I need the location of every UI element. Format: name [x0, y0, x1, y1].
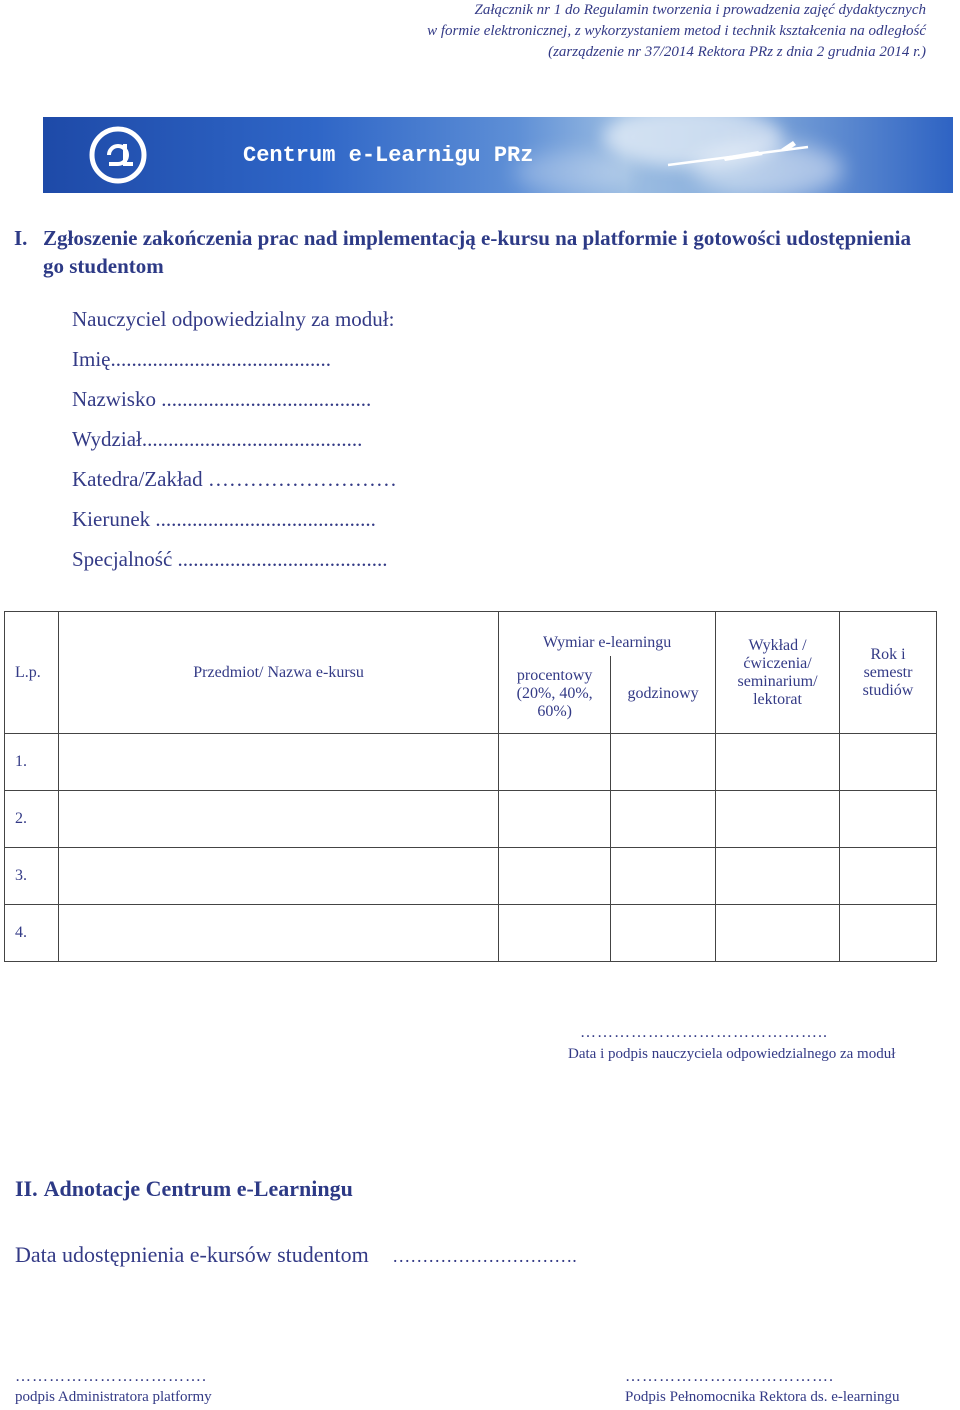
cell-subject[interactable]: [58, 848, 498, 905]
field-specialization[interactable]: Specjalność ........................................: [72, 547, 388, 571]
course-table: [4, 611, 937, 962]
publish-date-label: Data udostępnienia e-kursów studentom: [15, 1242, 369, 1267]
cell-type[interactable]: [716, 791, 840, 848]
cell-hours[interactable]: [611, 905, 716, 962]
cell-hours[interactable]: [611, 791, 716, 848]
header-note-line: Załącznik nr 1 do Regulamin tworzenia i prowadzenia zajęć dydaktycznych: [474, 2, 926, 18]
cell-subject[interactable]: [58, 791, 498, 848]
cell-year[interactable]: [840, 905, 937, 962]
field-department[interactable]: Katedra/Zakład ………………………: [72, 467, 397, 491]
rector-signature-caption: Podpis Pełnomocnika Rektora ds. e-learningu: [625, 1389, 900, 1405]
header-percent: procentowy (20%, 40%, 60%): [499, 656, 611, 734]
field-faculty[interactable]: Wydział..........................................: [72, 427, 363, 451]
row-number: 1.: [5, 734, 59, 791]
cell-year[interactable]: [840, 734, 937, 791]
header-type: Wykład /ćwiczenia/ seminarium/ lektorat: [716, 612, 840, 734]
cell-type[interactable]: [716, 905, 840, 962]
field-last-name[interactable]: Nazwisko ........................................: [72, 387, 372, 411]
row-number: 3.: [5, 848, 59, 905]
cell-type[interactable]: [716, 734, 840, 791]
rector-signature-dots: ……………………………….: [625, 1368, 834, 1385]
admin-signature-dots: …………………………….: [15, 1368, 207, 1385]
cell-percent[interactable]: [499, 734, 611, 791]
publish-date-line: [15, 1242, 577, 1268]
header-note: [226, 0, 926, 63]
cell-subject[interactable]: [58, 734, 498, 791]
banner: [43, 117, 953, 193]
banner-title: Centrum e-Learnigu PRz: [243, 143, 534, 168]
cell-subject[interactable]: [58, 905, 498, 962]
field-major[interactable]: Kierunek ..........................................: [72, 507, 376, 531]
cell-percent[interactable]: [499, 905, 611, 962]
glider-icon: [663, 135, 813, 175]
cell-hours[interactable]: [611, 734, 716, 791]
teacher-signature-dots: ……………………………………..: [580, 1024, 828, 1041]
row-number: 4.: [5, 905, 59, 962]
header-year: Rok i semestr studiów: [840, 612, 937, 734]
cell-percent[interactable]: [499, 791, 611, 848]
cell-percent[interactable]: [499, 848, 611, 905]
field-teacher-label: Nauczyciel odpowiedzialny za moduł:: [72, 307, 395, 331]
admin-signature-caption: podpis Administratora platformy: [15, 1389, 212, 1405]
row-number: 2.: [5, 791, 59, 848]
header-note-line: w formie elektronicznej, z wykorzystaniem metod i technik kształcenia na odległość: [427, 23, 926, 39]
header-hours: godzinowy: [611, 656, 716, 734]
cell-type[interactable]: [716, 848, 840, 905]
section-1-heading: [14, 224, 914, 280]
header-note-line: (zarządzenie nr 37/2014 Rektora PRz z dnia 2 grudnia 2014 r.): [548, 44, 926, 60]
cell-year[interactable]: [840, 791, 937, 848]
section-number: II.: [15, 1176, 38, 1201]
section-number: I.: [14, 226, 28, 250]
teacher-signature-caption: Data i podpis nauczyciela odpowiedzialnego za moduł: [568, 1046, 896, 1062]
section-2-heading: [15, 1176, 353, 1202]
header-wymiar: Wymiar e-learningu: [499, 612, 716, 656]
field-first-name[interactable]: Imię..........................................: [72, 347, 331, 371]
section-title: Adnotacje Centrum e-Learningu: [43, 1176, 353, 1201]
header-lp: L.p.: [5, 612, 59, 734]
cell-hours[interactable]: [611, 848, 716, 905]
cell-year[interactable]: [840, 848, 937, 905]
publish-date-field[interactable]: ………………………….: [392, 1246, 577, 1266]
cel-logo-icon: [89, 126, 147, 184]
section-title: Zgłoszenie zakończenia prac nad implementacją e-kursu na platformie i gotowości udostępnienia go studentom: [43, 226, 911, 278]
header-subject: Przedmiot/ Nazwa e-kursu: [58, 612, 498, 734]
